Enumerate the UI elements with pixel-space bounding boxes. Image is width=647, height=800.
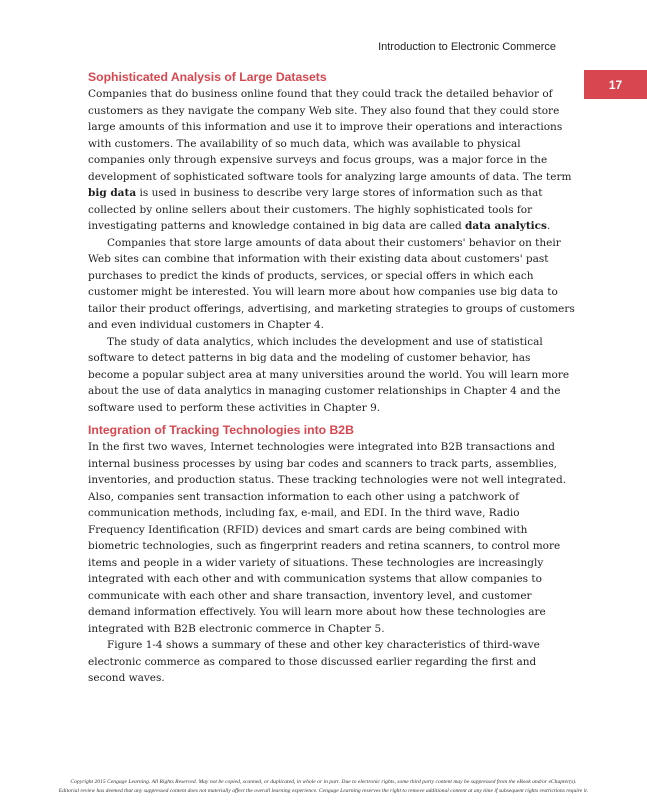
text-line: about the use of data analytics in managing customer relationships in Chapter 4 and the [88, 385, 561, 397]
text-line: companies only through expensive surveys and focus groups, was a major force in the [88, 154, 548, 166]
text-line: Also, companies sent transaction information to each other using a patchwork of [88, 490, 520, 503]
text-line: electronic commerce as compared to those discussed earlier regarding the first and [88, 655, 537, 668]
text-line: Figure 1-4 shows a summary of these and other key characteristics of third-wave [107, 639, 540, 651]
text-line: Companies that do business online found that they could track the detailed behavior of [88, 88, 553, 100]
text-line: Web sites can combine that information with their existing data about customers' past [88, 253, 549, 265]
paragraph [88, 235, 575, 334]
text-line: large amounts of this information and use it to improve their operations and interactions [88, 121, 563, 133]
text-line: internal business processes by using bar codes and scanners to track parts, assemblies, [88, 457, 557, 470]
text-line: The study of data analytics, which includes the development and use of statistical [107, 335, 543, 348]
text-line: development of sophisticated software tools for analyzing large amounts of data. The term [88, 170, 572, 183]
text-line: integrated with each other and with communication systems that allow companies to [88, 573, 542, 585]
text-line: second waves. [88, 672, 165, 684]
paragraph [88, 439, 569, 637]
text-line: software used to perform these activities in Chapter 9. [88, 401, 381, 414]
editorial-notice: Editorial review has deemed that any suppressed content does not materially affect the overall learning experience. Cengage Learning reserves the right to remove additional content at any time if subsequent rights restrictions require it. [58, 788, 589, 794]
text-line: with customers. The availability of so much data, which was available to physical [88, 137, 521, 150]
text-line: inventories, and production status. These tracking technologies were not well integrated. [88, 474, 567, 486]
text-line: software to detect patterns in big data and the modeling of customer behavior, has [88, 352, 531, 364]
text-fragment: investigating patterns and knowledge contained in big data are called [88, 220, 466, 232]
text-line: customer might be interested. You will learn more about how companies use big data to [88, 286, 558, 298]
key-term-data-analytics: data analytics [465, 220, 547, 232]
text-line: demand information effectively. You will learn more about how these technologies are [88, 606, 546, 618]
page-number: 17 [608, 77, 623, 92]
text-line: become a popular subject area at many universities around the world. You will learn more [88, 368, 570, 381]
text-line: purchases to predict the kinds of products, services, or special offers in which each [88, 269, 534, 282]
paragraph [88, 334, 569, 417]
text-line: integrated with B2B electronic commerce in Chapter 5. [88, 622, 385, 635]
text-line: customers as they navigate the company Web site. They also found that they could store [88, 104, 560, 117]
text-line: and even individual customers in Chapter 4. [88, 319, 325, 331]
text-line: Frequency Identification (RFID) devices and smart cards are being combined with [88, 523, 528, 536]
text-line: In the first two waves, Internet technologies were integrated into B2B transactions and [88, 441, 556, 453]
copyright-notice: Copyright 2015 Cengage Learning. All Rights Reserved. May not be copied, scanned, or duplicated, in whole or in part. Due to electronic rights, some third party content may be suppressed from the eBook and/or eChapter(s). [70, 779, 577, 785]
section-heading-tracking-technologies: Integration of Tracking Technologies into B2B [88, 423, 354, 437]
text-line: communicate with each other and share transaction, inventory level, and customer [88, 589, 532, 602]
key-term-big-data: big data [88, 187, 137, 199]
text-line: tailor their product offerings, advertising, and marketing strategies to groups of customers [88, 302, 575, 315]
text-line: items and people in a wider variety of situations. These technologies are increasingly [88, 556, 544, 569]
text-line [88, 218, 569, 235]
text-line: communication methods, including fax, e-mail, and EDI. In the third wave, Radio [88, 507, 520, 519]
text-fragment: is used in business to describe very large stores of information such as that [136, 187, 543, 199]
paragraph [88, 86, 572, 235]
text-fragment: . [546, 220, 551, 232]
text-line: biometric technologies, such as fingerprint readers and retina scanners, to control more [88, 540, 561, 552]
text-line: Companies that store large amounts of data about their customers' behavior on their [107, 236, 561, 249]
running-head: Introduction to Electronic Commerce [378, 41, 556, 53]
section-heading-big-data: Sophisticated Analysis of Large Datasets [88, 70, 327, 84]
page-number-tab [584, 70, 647, 99]
text-line [88, 185, 569, 202]
body-text [88, 69, 575, 687]
text-line: collected by online sellers about their customers. The highly sophisticated tools for [88, 203, 533, 216]
paragraph [88, 637, 569, 687]
